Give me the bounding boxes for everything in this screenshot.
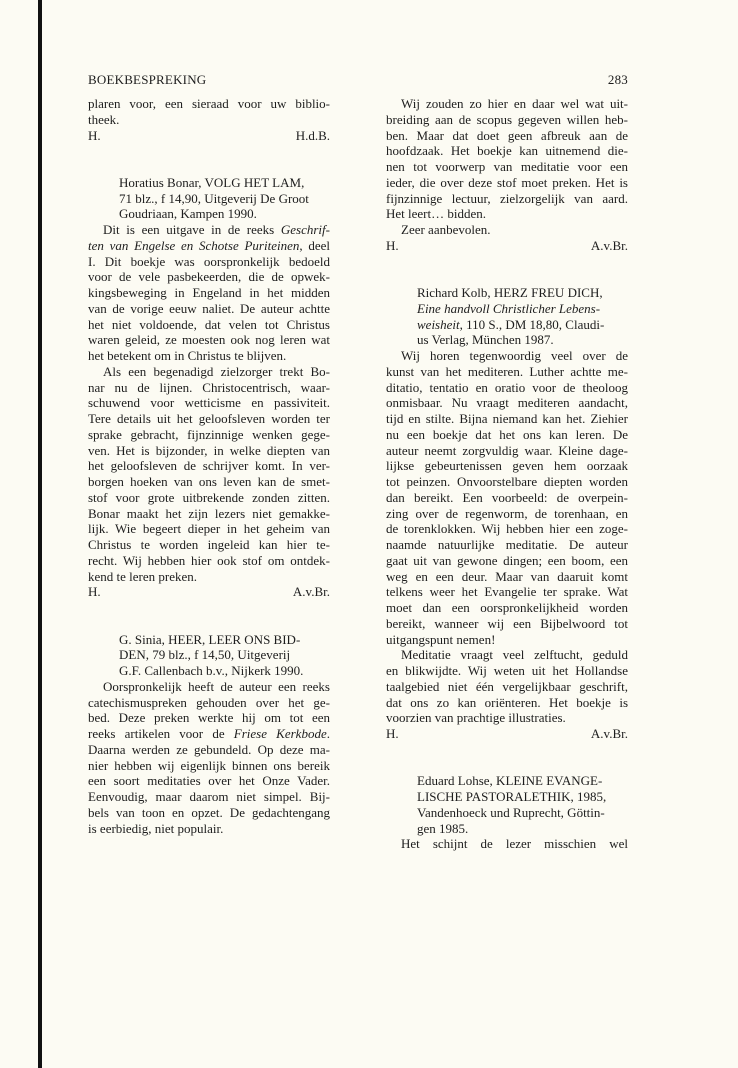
- text-line: tot peinzen. Onvoorstelbare diepten worden: [386, 474, 628, 489]
- text-line: Eenvoudig, maar daarom niet simpel. Bij-: [88, 789, 330, 804]
- scan-edge-border: [38, 0, 42, 1068]
- text-line: een soort meditaties over het Onze Vader.: [88, 773, 330, 789]
- section-spacer: [88, 143, 330, 175]
- text-line: Horatius Bonar, VOLG HET LAM,: [119, 174, 305, 190]
- book-citation: [386, 285, 628, 348]
- signature-place: H.: [386, 726, 399, 741]
- text-line: dan bereikt. Een voorbeeld: de overpein-: [386, 489, 628, 505]
- text-line: Het schijnt de lezer misschien wel: [401, 836, 628, 852]
- text-segment: reeks artikelen voor de: [88, 726, 234, 741]
- text-line: Het leert… bidden.: [386, 206, 486, 222]
- book-citation: [88, 175, 330, 222]
- signature-place: H.: [88, 127, 101, 143]
- text-line: ben. Maar dat doet geen afbreuk aan de: [386, 127, 628, 143]
- text-line: is eerbiedig, niet populair.: [88, 820, 224, 836]
- paragraph: [386, 348, 628, 647]
- text-line: Daarna werden ze gebundeld. Op deze ma-: [88, 741, 330, 757]
- text-line: Meditatie vraagt veel zelftucht, geduld: [401, 647, 628, 663]
- text-line: Oorspronkelijk heeft de auteur een reeks: [103, 678, 330, 694]
- text-line: bels van toon en opzet. De gedachtengang: [88, 804, 330, 820]
- text-line: Zeer aanbevolen.: [401, 222, 491, 237]
- text-line: nar nu de lijnen. Christocentrisch, waar-: [88, 379, 330, 395]
- text-line: LISCHE PASTORALETHIK, 1985,: [417, 789, 607, 804]
- text-line: [88, 238, 330, 254]
- text-segment: Dit is een uitgave in de reeks: [103, 222, 281, 237]
- text-line: schuwend voor wetticisme en passiviteit.: [88, 395, 330, 411]
- text-line: moet dan een oorspronkelijkheid worden: [386, 600, 628, 615]
- section-spacer: [386, 742, 628, 774]
- running-header: BOEKBESPREKING: [88, 72, 207, 87]
- text-line: plaren voor, een sieraad voor uw biblio-: [88, 96, 330, 111]
- text-line: sprake gebracht, fijnzinnige wenken gege-: [88, 426, 330, 442]
- text-line: kend te leren preken.: [88, 568, 198, 584]
- paragraph: [88, 96, 330, 128]
- review-signature: [88, 128, 330, 144]
- paragraph: [386, 836, 628, 852]
- text-line: recht. Wij hebben hier ook stof om ontdek-: [88, 552, 330, 568]
- italic-text: Friese Kerkbode: [233, 726, 327, 741]
- italic-text: Geschrif-: [280, 222, 330, 237]
- text-line: ditatio, tentatio en oratio voor de theoloog: [386, 379, 628, 395]
- text-line: breiding aan de scopus gegeven willen heb-: [386, 111, 628, 127]
- text-line: Richard Kolb, HERZ FREU DICH,: [417, 285, 603, 300]
- text-line: taalgebied niet één vergelijkbaar geschrift,: [386, 678, 628, 694]
- text-line: onmisbaar. Nu vraagt mediteren aandacht,: [386, 395, 628, 411]
- text-line: gen 1985.: [417, 820, 469, 836]
- text-segment: , 110 S., DM 18,80, Claudi-: [459, 316, 605, 332]
- signature-author: A.v.Br.: [292, 584, 330, 600]
- text-line: G. Sinia, HEER, LEER ONS BID-: [119, 631, 301, 647]
- text-line: bed. Deze preken werkte hij om tot een: [88, 710, 330, 726]
- text-line: voorzien van prachtige illustraties.: [386, 710, 566, 726]
- text-line: fijnzinnige lectuur, zielzorgelijk van aard.: [386, 190, 628, 206]
- text-line: ieder, die over deze stof moet preken. Het is: [386, 174, 628, 190]
- book-citation: [386, 773, 628, 836]
- text-line: theek.: [88, 111, 120, 127]
- page-number: 283: [607, 72, 628, 87]
- text-line: dat ons zo kan oriënteren. Het boekje is: [386, 694, 628, 710]
- text-line: naamde natuurlijke meditatie. De auteur: [386, 537, 628, 552]
- text-line: Vandenhoeck und Ruprecht, Göttin-: [417, 804, 605, 820]
- review-signature: [386, 238, 628, 254]
- text-line: [386, 301, 628, 317]
- section-spacer: [88, 600, 330, 632]
- paragraph: [386, 222, 628, 238]
- text-line: voor de vele pasbekeerden, die de opwek-: [88, 269, 330, 285]
- text-line: Bonar maakt het zijn lezers niet gemakke-: [88, 505, 330, 521]
- text-line: weg en een deur. Maar van daaruit komt: [386, 568, 628, 584]
- text-line: borgen hoeken van ons leven kan de smet-: [88, 474, 330, 489]
- italic-text: weisheit: [417, 316, 460, 332]
- text-line: uitgangspunt nemen!: [386, 631, 496, 647]
- text-line: nier hebben wij eigenlijk binnen ons bereik: [88, 757, 330, 773]
- text-line: nu een boekje dat het ons kan leren. De: [386, 426, 628, 442]
- text-line: Goudriaan, Kampen 1990.: [119, 206, 257, 222]
- text-line: kunst van het mediteren. Luther achtte me-: [386, 363, 628, 379]
- review-signature: [88, 584, 330, 600]
- text-segment: , deel: [299, 237, 330, 253]
- text-line: het niet voldoende, dat velen tot Christus: [88, 316, 330, 332]
- text-line: de torenklokken. Wij hebben hier een zoge-: [386, 521, 628, 537]
- book-citation: [88, 632, 330, 679]
- text-line: Wij zouden zo hier en daar wel wat uit-: [401, 96, 628, 111]
- paragraph: [88, 679, 330, 837]
- text-line: hoofdzaak. Het boekje kan uitnemend die-: [386, 143, 628, 159]
- text-line: lijk. Wie begeert dieper in het geheim van: [88, 521, 330, 537]
- text-line: [88, 726, 330, 742]
- text-line: Eduard Lohse, KLEINE EVANGE-: [417, 773, 603, 789]
- text-line: Wij horen tegenwoordig veel over de: [401, 348, 628, 363]
- text-line: G.F. Callenbach b.v., Nijkerk 1990.: [119, 663, 304, 678]
- paragraph: [88, 222, 330, 364]
- text-line: gaat uit van gewone dingen; een boom, een: [386, 552, 628, 568]
- text-line: ven. Het is bijzonder, in welke diepten van: [88, 442, 330, 458]
- text-line: Tere details uit het geloofsleven worden ter: [88, 411, 330, 426]
- text-line: telkens weer het Evangelie ter sprake. Wat: [386, 584, 628, 600]
- text-line: us Verlag, München 1987.: [417, 332, 554, 348]
- text-line: [88, 222, 330, 238]
- italic-text: ten van Engelse en Schotse Puriteinen: [88, 237, 300, 253]
- signature-author: H.d.B.: [295, 127, 330, 143]
- section-spacer: [386, 254, 628, 286]
- text-line: stof voor grote uitbrekende zonden zitten.: [88, 489, 330, 505]
- italic-text: Eine handvoll Christlicher Lebens-: [417, 300, 601, 316]
- text-line: 71 blz., f 14,90, Uitgeverij De Groot: [119, 190, 309, 206]
- signature-place: H.: [386, 237, 399, 253]
- text-line: het geloofsleven de schrijver komt. In ver-: [88, 458, 330, 474]
- text-line: bereikt, wanneer wij een Bijbelwoord tot: [386, 615, 628, 631]
- text-line: en blikwijdte. Wij weten uit het Hollandse: [386, 663, 628, 678]
- signature-author: A.v.Br.: [590, 237, 628, 253]
- text-segment: .: [326, 726, 330, 741]
- text-line: tijd en stilte. Bijna niemand kan het. Ziehier: [386, 411, 628, 426]
- paragraph: [386, 647, 628, 726]
- text-line: lijkse gebeurtenissen geven hem oorzaak: [386, 458, 628, 474]
- text-line: van de vorige eeuw naliet. De auteur achtte: [88, 300, 330, 316]
- left-column: [88, 96, 330, 836]
- text-line: zing over de regenworm, de torenhaan, en: [386, 505, 628, 521]
- text-line: kingsbeweging in Engeland in het midden: [88, 285, 330, 300]
- text-line: Christus te worden ingeleid kan hier te-: [88, 537, 330, 552]
- text-line: DEN, 79 blz., f 14,50, Uitgeverij: [119, 647, 291, 663]
- text-line: het betekent om in Christus te blijven.: [88, 348, 287, 363]
- text-line: Als een begenadigd zielzorger trekt Bo-: [103, 363, 330, 379]
- signature-author: A.v.Br.: [590, 726, 628, 741]
- text-line: [386, 317, 628, 333]
- text-line: catechismuspreken gehouden over het ge-: [88, 694, 330, 710]
- text-line: waren geleid, ze moesten ook nog leren wat: [88, 332, 330, 348]
- text-line: I. Dit boekje was oorspronkelijk bedoeld: [88, 253, 330, 269]
- paragraph: [88, 364, 330, 585]
- text-line: nen tot voorwerp van meditatie voor een: [386, 159, 628, 174]
- right-column: [386, 96, 628, 852]
- text-line: auteur neemt zorgvuldig waar. Kleine dage-: [386, 442, 628, 458]
- signature-place: H.: [88, 584, 101, 600]
- paragraph: [386, 96, 628, 222]
- review-signature: [386, 726, 628, 742]
